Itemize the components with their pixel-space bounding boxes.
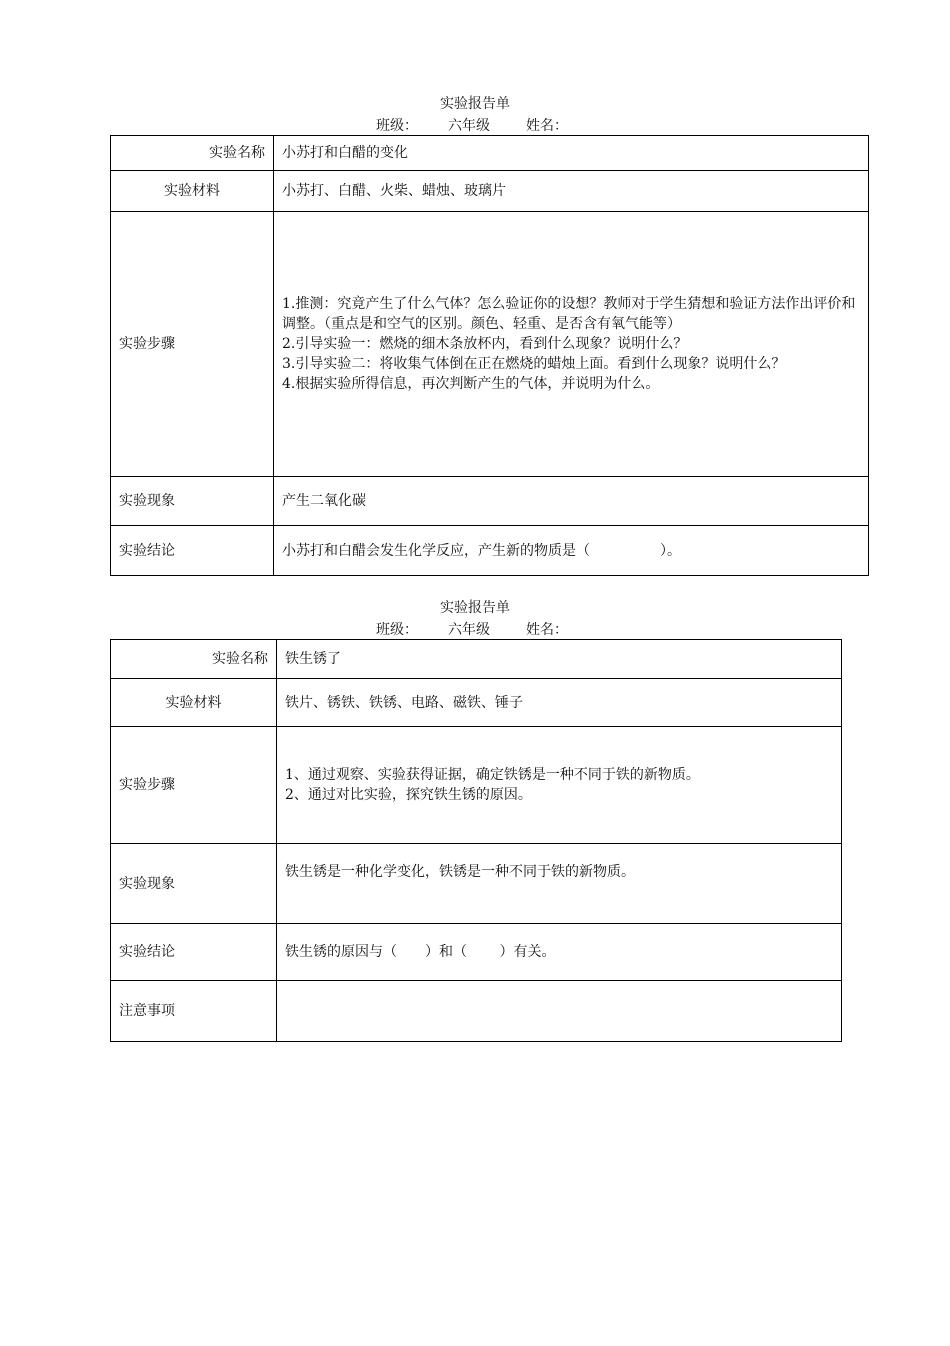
report-title: 实验报告单 — [440, 600, 510, 616]
step-item: 1.推测：究竟产生了什么气体？怎么验证你的设想？教师对于学生猜想和验证方法作出评价和调整。（重点是和空气的区别。颜色、轻重、是否含有氧气能等） — [282, 296, 856, 332]
conclusion-value: 小苏打和白醋会发生化学反应，产生新的物质是（ ）。 — [274, 526, 869, 576]
row-phenomenon — [111, 477, 869, 526]
phenomenon-label: 实验现象 — [111, 844, 277, 924]
experiment-name-value: 小苏打和白醋的变化 — [274, 136, 869, 171]
row-experiment-name — [111, 640, 842, 679]
row-phenomenon — [111, 844, 842, 924]
report-header-line — [0, 621, 950, 639]
steps-value — [274, 212, 869, 477]
step-item: 2.引导实验一：燃烧的细木条放杯内，看到什么现象？说明什么？ — [282, 336, 688, 352]
materials-label: 实验材料 — [111, 679, 277, 727]
step-item: 4.根据实验所得信息，再次判断产生的气体，并说明为什么。 — [282, 376, 660, 392]
conclusion-label: 实验结论 — [111, 924, 277, 981]
class-label: 班级： — [376, 622, 418, 638]
report-table — [110, 639, 842, 1042]
phenomenon-label: 实验现象 — [111, 477, 274, 526]
row-experiment-name — [111, 136, 869, 171]
step-item: 1、通过观察、实验获得证据，确定铁锈是一种不同于铁的新物质。 — [285, 767, 700, 783]
row-conclusion — [111, 526, 869, 576]
experiment-name-label: 实验名称 — [111, 640, 277, 679]
steps-label: 实验步骤 — [111, 212, 274, 477]
conclusion-label: 实验结论 — [111, 526, 274, 576]
row-steps — [111, 212, 869, 477]
materials-label: 实验材料 — [111, 171, 274, 212]
conclusion-value: 铁生锈的原因与（ ）和（ ）有关。 — [277, 924, 842, 981]
student-name-label: 姓名： — [526, 118, 568, 134]
materials-value: 铁片、锈铁、铁锈、电路、磁铁、锤子 — [277, 679, 842, 727]
report-header-line — [0, 117, 950, 135]
materials-value: 小苏打、白醋、火柴、蜡烛、玻璃片 — [274, 171, 869, 212]
experiment-name-label: 实验名称 — [111, 136, 274, 171]
row-materials — [111, 171, 869, 212]
row-conclusion — [111, 924, 842, 981]
grade-value: 六年级 — [448, 622, 490, 638]
notes-value — [277, 981, 842, 1042]
steps-label: 实验步骤 — [111, 727, 277, 844]
row-notes — [111, 981, 842, 1042]
row-steps — [111, 727, 842, 844]
notes-label: 注意事项 — [111, 981, 277, 1042]
report-table — [110, 135, 869, 576]
student-name-label: 姓名： — [526, 622, 568, 638]
phenomenon-value: 铁生锈是一种化学变化，铁锈是一种不同于铁的新物质。 — [277, 844, 842, 924]
grade-value: 六年级 — [448, 118, 490, 134]
report-title: 实验报告单 — [440, 96, 510, 112]
row-materials — [111, 679, 842, 727]
class-label: 班级： — [376, 118, 418, 134]
steps-value — [277, 727, 842, 844]
phenomenon-value: 产生二氧化碳 — [274, 477, 869, 526]
step-item: 3.引导实验二：将收集气体倒在正在燃烧的蜡烛上面。看到什么现象？说明什么？ — [282, 356, 786, 372]
step-item: 2、通过对比实验，探究铁生锈的原因。 — [285, 787, 532, 803]
experiment-name-value: 铁生锈了 — [277, 640, 842, 679]
